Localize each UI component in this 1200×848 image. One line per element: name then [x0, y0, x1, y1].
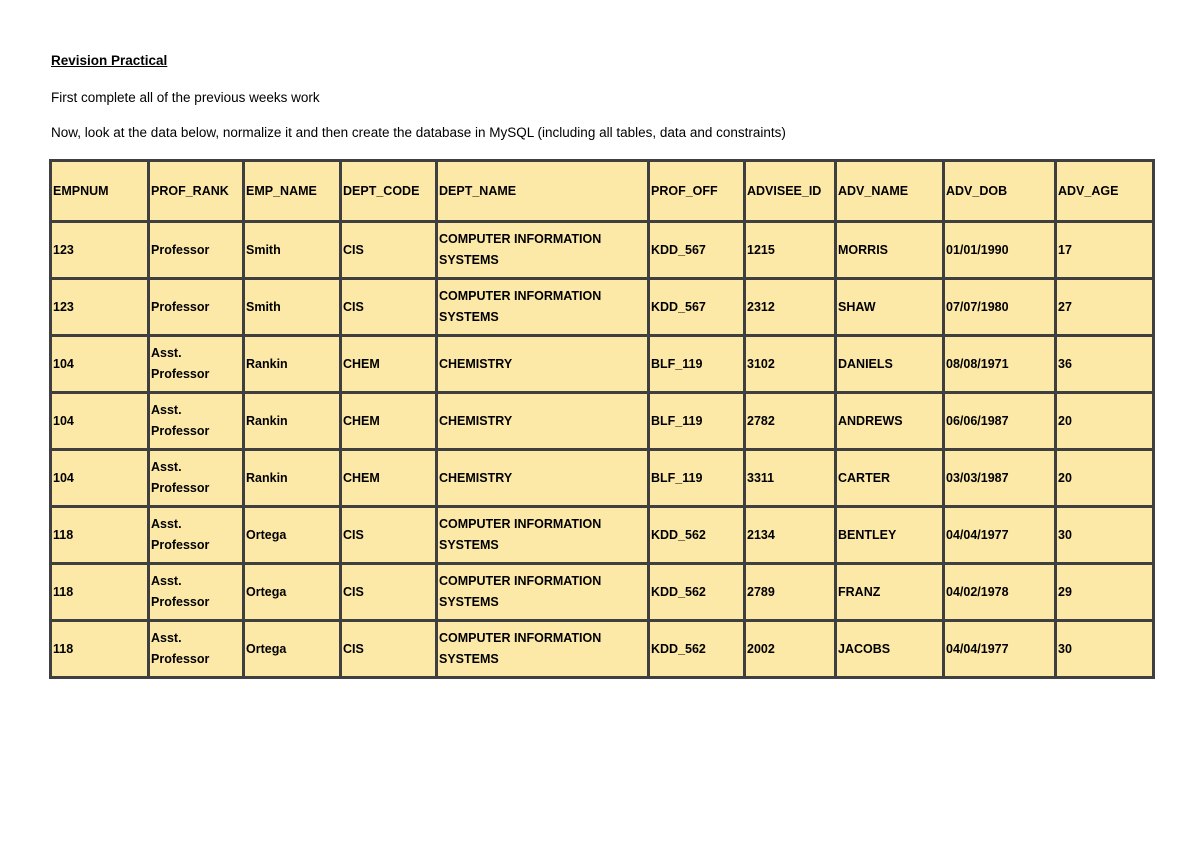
table-row: [51, 621, 1154, 678]
table-cell: Ortega: [244, 621, 341, 678]
table-cell: Ortega: [244, 564, 341, 621]
table-cell: 04/02/1978: [944, 564, 1056, 621]
table-cell: COMPUTER INFORMATION SYSTEMS: [437, 222, 649, 279]
table-cell: Professor: [149, 222, 244, 279]
table-cell: BLF_119: [649, 393, 745, 450]
table-cell: CIS: [341, 507, 437, 564]
table-cell: 123: [51, 222, 149, 279]
table-cell: 118: [51, 507, 149, 564]
table-cell: KDD_567: [649, 222, 745, 279]
table-cell: KDD_562: [649, 621, 745, 678]
table-cell: 104: [51, 336, 149, 393]
table-cell: 03/03/1987: [944, 450, 1056, 507]
table-cell: 36: [1056, 336, 1154, 393]
table-cell: CIS: [341, 222, 437, 279]
table-cell: CIS: [341, 621, 437, 678]
table-cell: 20: [1056, 393, 1154, 450]
table-cell: JACOBS: [836, 621, 944, 678]
table-cell: CIS: [341, 564, 437, 621]
column-header: PROF_OFF: [649, 161, 745, 222]
table-cell: Asst. Professor: [149, 507, 244, 564]
table-cell: 3311: [745, 450, 836, 507]
table-cell: 2134: [745, 507, 836, 564]
table-cell: Ortega: [244, 507, 341, 564]
table-cell: BLF_119: [649, 336, 745, 393]
column-header: ADVISEE_ID: [745, 161, 836, 222]
table-cell: KDD_567: [649, 279, 745, 336]
document-heading: Revision Practical: [51, 53, 168, 68]
table-row: [51, 222, 1154, 279]
table-cell: 20: [1056, 450, 1154, 507]
data-table: [49, 159, 1155, 679]
table-cell: Smith: [244, 222, 341, 279]
table-cell: DANIELS: [836, 336, 944, 393]
column-header: ADV_AGE: [1056, 161, 1154, 222]
table-cell: CHEM: [341, 450, 437, 507]
table-cell: BENTLEY: [836, 507, 944, 564]
table-cell: CARTER: [836, 450, 944, 507]
table-cell: CIS: [341, 279, 437, 336]
table-cell: 2312: [745, 279, 836, 336]
table-cell: FRANZ: [836, 564, 944, 621]
table-cell: Asst. Professor: [149, 564, 244, 621]
table-cell: KDD_562: [649, 507, 745, 564]
table-cell: 17: [1056, 222, 1154, 279]
table-cell: SHAW: [836, 279, 944, 336]
table-cell: CHEMISTRY: [437, 393, 649, 450]
table-cell: CHEM: [341, 336, 437, 393]
table-cell: 1215: [745, 222, 836, 279]
column-header: ADV_DOB: [944, 161, 1056, 222]
instruction-line-1: First complete all of the previous weeks work: [51, 90, 320, 105]
table-cell: Rankin: [244, 393, 341, 450]
table-cell: Asst. Professor: [149, 393, 244, 450]
table-cell: CHEMISTRY: [437, 450, 649, 507]
table-cell: 04/04/1977: [944, 507, 1056, 564]
column-header: ADV_NAME: [836, 161, 944, 222]
table-cell: Asst. Professor: [149, 450, 244, 507]
table-row: [51, 450, 1154, 507]
table-cell: Rankin: [244, 450, 341, 507]
table-cell: 118: [51, 621, 149, 678]
table-cell: Asst. Professor: [149, 336, 244, 393]
table-cell: 104: [51, 393, 149, 450]
table-row: [51, 336, 1154, 393]
table-cell: 118: [51, 564, 149, 621]
table-cell: 06/06/1987: [944, 393, 1056, 450]
table-cell: 04/04/1977: [944, 621, 1056, 678]
table-row: [51, 507, 1154, 564]
table-cell: 30: [1056, 507, 1154, 564]
table-cell: 2789: [745, 564, 836, 621]
table-cell: COMPUTER INFORMATION SYSTEMS: [437, 564, 649, 621]
table-row: [51, 564, 1154, 621]
column-header: PROF_RANK: [149, 161, 244, 222]
instruction-line-2: Now, look at the data below, normalize it and then create the database in MySQL (including all tables, data and constraints): [51, 125, 786, 140]
column-header: EMPNUM: [51, 161, 149, 222]
column-header: EMP_NAME: [244, 161, 341, 222]
table-body: [51, 161, 1154, 678]
table-cell: KDD_562: [649, 564, 745, 621]
table-cell: COMPUTER INFORMATION SYSTEMS: [437, 621, 649, 678]
table-cell: 30: [1056, 621, 1154, 678]
table-cell: Asst. Professor: [149, 621, 244, 678]
table-cell: 2002: [745, 621, 836, 678]
table-cell: 07/07/1980: [944, 279, 1056, 336]
table-cell: 2782: [745, 393, 836, 450]
table-cell: 123: [51, 279, 149, 336]
column-header: DEPT_NAME: [437, 161, 649, 222]
table-cell: 29: [1056, 564, 1154, 621]
table-cell: Rankin: [244, 336, 341, 393]
table-cell: MORRIS: [836, 222, 944, 279]
table-cell: ANDREWS: [836, 393, 944, 450]
column-header: DEPT_CODE: [341, 161, 437, 222]
table-cell: Professor: [149, 279, 244, 336]
table-cell: BLF_119: [649, 450, 745, 507]
table-cell: 01/01/1990: [944, 222, 1056, 279]
table-cell: CHEMISTRY: [437, 336, 649, 393]
table-cell: COMPUTER INFORMATION SYSTEMS: [437, 279, 649, 336]
table-cell: 3102: [745, 336, 836, 393]
table-row: [51, 393, 1154, 450]
table-cell: CHEM: [341, 393, 437, 450]
table-cell: 08/08/1971: [944, 336, 1056, 393]
table-row: [51, 279, 1154, 336]
table-cell: COMPUTER INFORMATION SYSTEMS: [437, 507, 649, 564]
table-cell: Smith: [244, 279, 341, 336]
table-cell: 104: [51, 450, 149, 507]
table-cell: 27: [1056, 279, 1154, 336]
table-header-row: [51, 161, 1154, 222]
